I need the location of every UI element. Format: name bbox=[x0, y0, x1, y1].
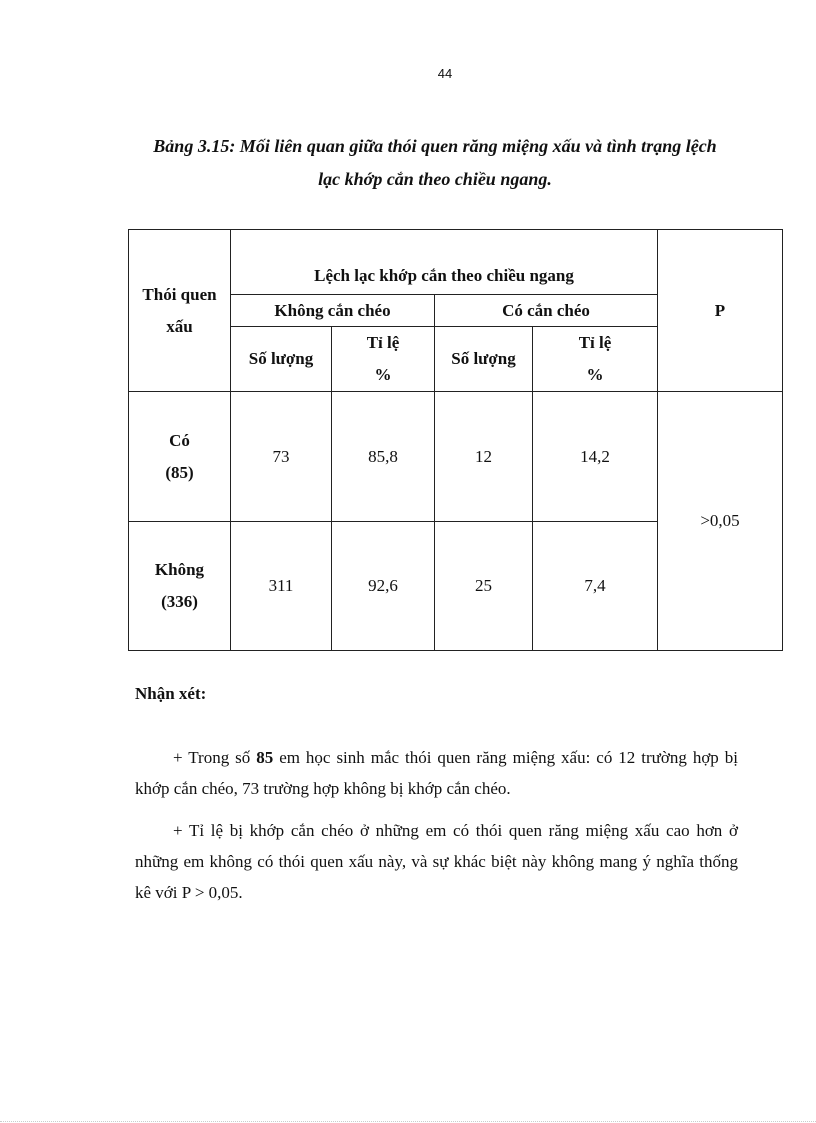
co-can-cheo-count: 25 bbox=[435, 522, 533, 651]
caption-line-2: lạc khớp cắn theo chiều ngang. bbox=[318, 169, 552, 189]
col-header-count: Số lượng bbox=[435, 327, 533, 392]
col-header-rate-line-1: Tỉ lệ bbox=[366, 333, 400, 352]
khong-can-cheo-count: 311 bbox=[231, 522, 332, 651]
co-can-cheo-rate: 14,2 bbox=[533, 392, 658, 522]
row-header-line-2: xấu bbox=[166, 316, 193, 336]
col-header-rate-line-1: Tỉ lệ bbox=[578, 333, 612, 352]
remarks-heading: Nhận xét: bbox=[135, 684, 207, 703]
row-label-cell bbox=[129, 392, 231, 522]
caption-line-1: Bảng 3.15: Mối liên quan giữa thói quen răng miệng xấu và tình trạng lệch bbox=[153, 136, 717, 156]
remark-paragraph-1 bbox=[135, 742, 738, 804]
p-value: >0,05 bbox=[658, 392, 783, 651]
col-header-count: Số lượng bbox=[231, 327, 332, 392]
remark-1-rest: em học sinh mắc thói quen răng miệng xấu: có 12 trường hợp bị khớp cắn chéo, 73 trường hợp không bị khớp cắn chéo. bbox=[135, 748, 738, 798]
page-bottom-dotted-line bbox=[0, 1121, 816, 1122]
khong-can-cheo-count: 73 bbox=[231, 392, 332, 522]
remark-1-bold-number: 85 bbox=[256, 748, 274, 767]
khong-can-cheo-rate: 92,6 bbox=[332, 522, 435, 651]
row-total: (336) bbox=[161, 592, 198, 611]
col-header-rate bbox=[533, 327, 658, 392]
khong-can-cheo-rate: 85,8 bbox=[332, 392, 435, 522]
col-header-rate-line-2: % bbox=[586, 365, 604, 384]
col-header-rate-line-2: % bbox=[374, 365, 392, 384]
row-header-line-1: Thói quen bbox=[142, 284, 217, 304]
co-can-cheo-rate: 7,4 bbox=[533, 522, 658, 651]
data-table bbox=[128, 229, 783, 651]
col-header-rate bbox=[332, 327, 435, 392]
page-number: 44 bbox=[437, 66, 453, 81]
row-label: Không bbox=[154, 560, 205, 579]
table-row bbox=[129, 392, 783, 522]
remark-paragraph-2: + Tỉ lệ bị khớp cắn chéo ở những em có thói quen răng miệng xấu cao hơn ở những em không có thói quen xấu này, và sự khác biệt này không mang ý nghĩa thống kê với P > 0,05. bbox=[135, 821, 738, 902]
remark-1-prefix: + Trong số bbox=[173, 748, 257, 767]
p-header: P bbox=[658, 230, 783, 392]
row-total: (85) bbox=[165, 462, 194, 482]
group-header: Lệch lạc khớp cắn theo chiều ngang bbox=[231, 230, 658, 295]
row-label-cell bbox=[129, 522, 231, 651]
sub-header-co-can-cheo: Có cắn chéo bbox=[435, 295, 658, 327]
co-can-cheo-count: 12 bbox=[435, 392, 533, 522]
row-label: Có bbox=[169, 430, 190, 450]
sub-header-khong-can-cheo: Không cắn chéo bbox=[231, 295, 435, 327]
table-caption bbox=[120, 130, 750, 196]
row-header-cell bbox=[129, 230, 231, 392]
